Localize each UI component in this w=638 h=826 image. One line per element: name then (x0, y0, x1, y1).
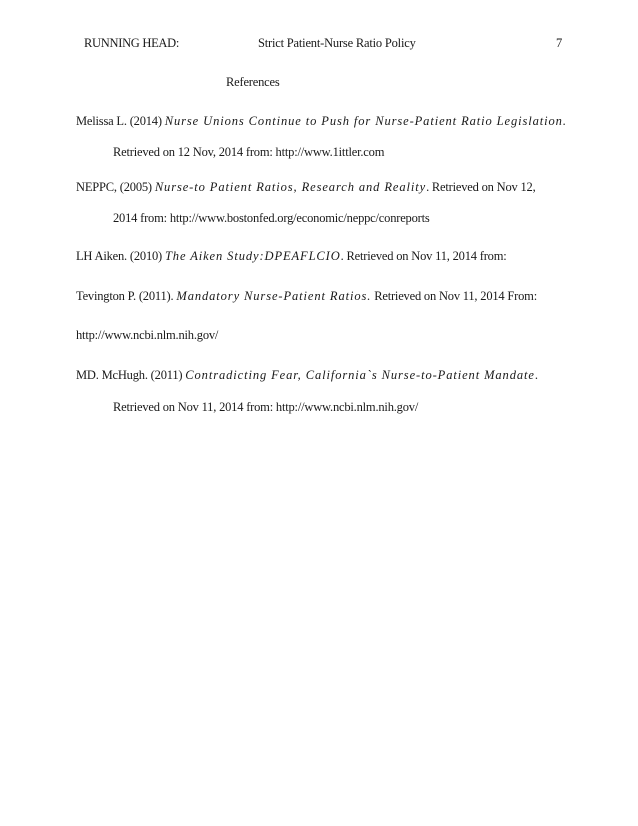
page-header (0, 36, 638, 52)
reference-3-suffix: . Retrieved on Nov 11, 2014 from: (340, 249, 507, 263)
reference-4-suffix: Retrieved on Nov 11, 2014 From: (371, 289, 537, 303)
reference-2-suffix: . Retrieved on Nov 12, (426, 180, 536, 194)
reference-4-author: Tevington P. (2011). (76, 289, 177, 303)
reference-1-author: Melissa L. (2014) (76, 114, 165, 128)
reference-4-title: Mandatory Nurse-Patient Ratios. (176, 289, 372, 303)
reference-1-line-1 (76, 114, 567, 129)
running-head-label: RUNNING HEAD: (84, 36, 180, 50)
reference-1-line-2: Retrieved on 12 Nov, 2014 from: http://www.1ittler.com (113, 145, 385, 159)
page-number: 7 (556, 36, 563, 50)
reference-5-line-2: Retrieved on Nov 11, 2014 from: http://www.ncbi.nlm.nih.gov/ (113, 400, 419, 414)
reference-2-line-1 (76, 180, 536, 195)
reference-3-title: The Aiken Study:DPEAFLCIO (164, 249, 341, 263)
reference-1-title: Nurse Unions Continue to Push for Nurse-Patient Ratio Legislation. (164, 114, 567, 128)
references-heading: References (226, 75, 280, 89)
reference-2-title: Nurse-to Patient Ratios, Research and Reality (154, 180, 427, 194)
reference-5-title: Contradicting Fear, California`s Nurse-to-Patient Mandate (185, 368, 535, 382)
reference-5-line-1 (76, 368, 538, 383)
running-head-title: Strict Patient-Nurse Ratio Policy (258, 36, 416, 50)
reference-5-suffix: . (534, 368, 538, 382)
reference-2-line-2: 2014 from: http://www.bostonfed.org/economic/neppc/conreports (113, 211, 430, 225)
reference-2-author: NEPPC, (2005) (76, 180, 155, 194)
reference-4-line-2: http://www.ncbi.nlm.nih.gov/ (76, 328, 219, 342)
reference-5-author: MD. McHugh. (2011) (76, 368, 186, 382)
reference-3-author: LH Aiken. (2010) (76, 249, 165, 263)
reference-3-line-1 (76, 249, 507, 264)
reference-4-line-1 (76, 289, 537, 304)
